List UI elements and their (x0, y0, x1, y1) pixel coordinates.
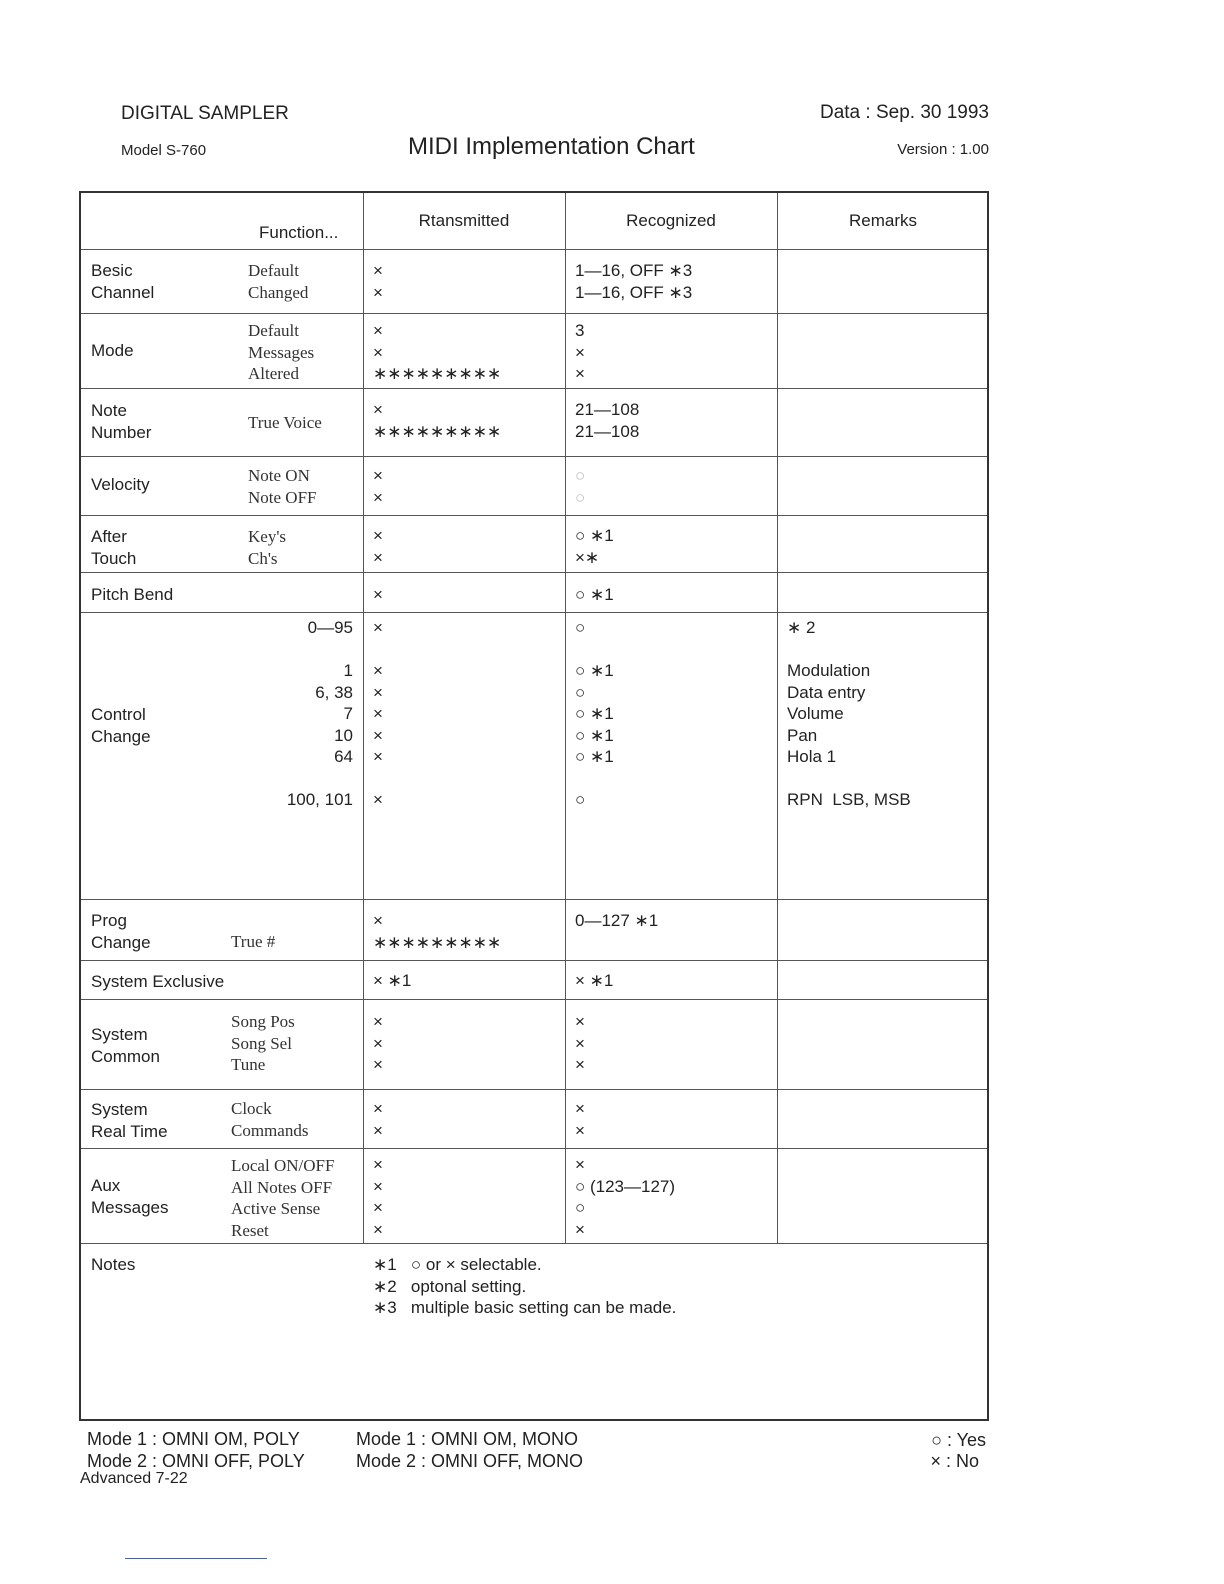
page-number: Advanced 7-22 (80, 1470, 188, 1487)
row-label-notes: Notes (91, 1255, 136, 1274)
legend-no: × : No (930, 1451, 979, 1471)
product-name: DIGITAL SAMPLER (121, 103, 289, 124)
row-label-system-real-time: System Real Time (91, 1100, 168, 1141)
footer-mode-2-mono: Mode 2 : OMNI OFF, MONO (356, 1451, 584, 1471)
row-label-after-touch: After Touch (91, 527, 137, 568)
column-header-remarks: Remarks (848, 211, 917, 230)
row-label-pitch-bend: Pitch Bend (91, 585, 174, 604)
divider-col-1 (363, 193, 364, 1243)
page-title: MIDI Implementation Chart (408, 133, 695, 160)
tx-note-number: × ∗∗∗∗∗∗∗∗∗ (373, 400, 502, 441)
rx-control-change: ○ ○ ∗1 ○ ○ ∗1 ○ ∗1 ○ ∗1 ○ (575, 618, 614, 809)
row-label-prog-change: Prog Change (91, 911, 151, 952)
column-header-recognized: Recognized (626, 211, 716, 230)
row-label-basic-channel: Besic Channel (91, 261, 155, 302)
rx-system-real-time: × × (575, 1099, 585, 1140)
row-sublabel-note-number: True Voice (248, 413, 322, 432)
row-divider (81, 1089, 987, 1090)
divider-col-2 (565, 193, 566, 1243)
row-divider (81, 388, 987, 389)
row-sublabel-system-real-time: Clock Commands (231, 1099, 309, 1140)
rx-pitch-bend: ○ ∗1 (575, 585, 614, 604)
tx-after-touch: × × (373, 526, 383, 567)
model-number: Model S-760 (121, 142, 207, 159)
rx-after-touch: ○ ∗1 ×∗ (575, 526, 614, 567)
row-sublabel-after-touch: Key's Ch's (248, 527, 287, 568)
footer-mode-1-poly: Mode 1 : OMNI OM, POLY (87, 1429, 300, 1449)
row-sublabel-velocity: Note ON Note OFF (248, 466, 317, 507)
rx-system-common: × × × (575, 1012, 585, 1074)
tx-prog-change: × ∗∗∗∗∗∗∗∗∗ (373, 911, 502, 952)
footer-mode-1-mono: Mode 1 : OMNI OM, MONO (356, 1429, 579, 1449)
row-divider (81, 999, 987, 1000)
notes-text: ∗1 ○ or × selectable. ∗2 optonal setting. ∗3 multiple basic setting can be made. (373, 1255, 677, 1317)
legend-yes: ○ : Yes (931, 1430, 986, 1450)
row-divider (81, 960, 987, 961)
row-divider (81, 612, 987, 613)
row-divider (81, 899, 987, 900)
rx-note-number: 21—108 21—108 (575, 400, 640, 441)
row-label-system-exclusive: System Exclusive (91, 972, 225, 991)
rx-mode: 3 × × (575, 321, 585, 383)
tx-mode: × × ∗∗∗∗∗∗∗∗∗ (373, 321, 502, 383)
decorative-underline (125, 1558, 267, 1559)
row-sublabel-prog-change: True # (231, 932, 276, 951)
row-label-control-change: Control Change (91, 705, 151, 746)
row-sublabel-system-common: Song Pos Song Sel Tune (231, 1012, 295, 1074)
row-label-velocity: Velocity (91, 475, 150, 494)
row-label-mode: Mode (91, 341, 134, 360)
tx-aux-messages: × × × × (373, 1155, 383, 1239)
column-header-function: Function... (259, 223, 339, 242)
row-divider (81, 572, 987, 573)
rx-prog-change: 0—127 ∗1 (575, 911, 659, 930)
divider-col-3 (777, 193, 778, 1243)
row-sublabel-mode: Default Messages Altered (248, 321, 315, 383)
row-label-system-common: System Common (91, 1025, 160, 1066)
tx-velocity: × × (373, 466, 383, 507)
rx-system-exclusive: × ∗1 (575, 971, 614, 990)
footer-mode-2-poly: Mode 2 : OMNI OFF, POLY (87, 1451, 305, 1471)
row-divider (81, 1243, 987, 1244)
column-header-transmitted: Rtansmitted (418, 211, 510, 230)
rx-basic-channel: 1—16, OFF ∗3 1—16, OFF ∗3 (575, 261, 693, 302)
tx-basic-channel: × × (373, 261, 383, 302)
row-label-note-number: Note Number (91, 401, 152, 442)
row-label-aux-messages: Aux Messages (91, 1176, 169, 1217)
rx-velocity: ○ ○ (575, 466, 586, 507)
tx-system-common: × × × (373, 1012, 383, 1074)
row-divider (81, 249, 987, 250)
tx-system-exclusive: × ∗1 (373, 971, 412, 990)
row-sublabel-basic-channel: Default Changed (248, 261, 309, 302)
row-sublabel-aux-messages: Local ON/OFF All Notes OFF Active Sense Reset (231, 1156, 335, 1240)
row-divider (81, 456, 987, 457)
rx-aux-messages: × ○ (123—127) ○ × (575, 1155, 676, 1239)
chart-version: Version : 1.00 (897, 141, 989, 158)
row-divider (81, 1148, 987, 1149)
row-divider (81, 515, 987, 516)
remarks-control-change: ∗ 2 Modulation Data entry Volume Pan Hola 1 RPN LSB, MSB (787, 618, 911, 809)
midi-implementation-chart (79, 191, 989, 1421)
tx-pitch-bend: × (373, 585, 383, 604)
row-divider (81, 313, 987, 314)
tx-control-change: × × × × × × × (373, 618, 383, 809)
control-change-numbers: 0—95 1 6, 38 7 10 64 100, 101 (286, 618, 353, 809)
tx-system-real-time: × × (373, 1099, 383, 1140)
chart-date: Data : Sep. 30 1993 (819, 102, 989, 123)
